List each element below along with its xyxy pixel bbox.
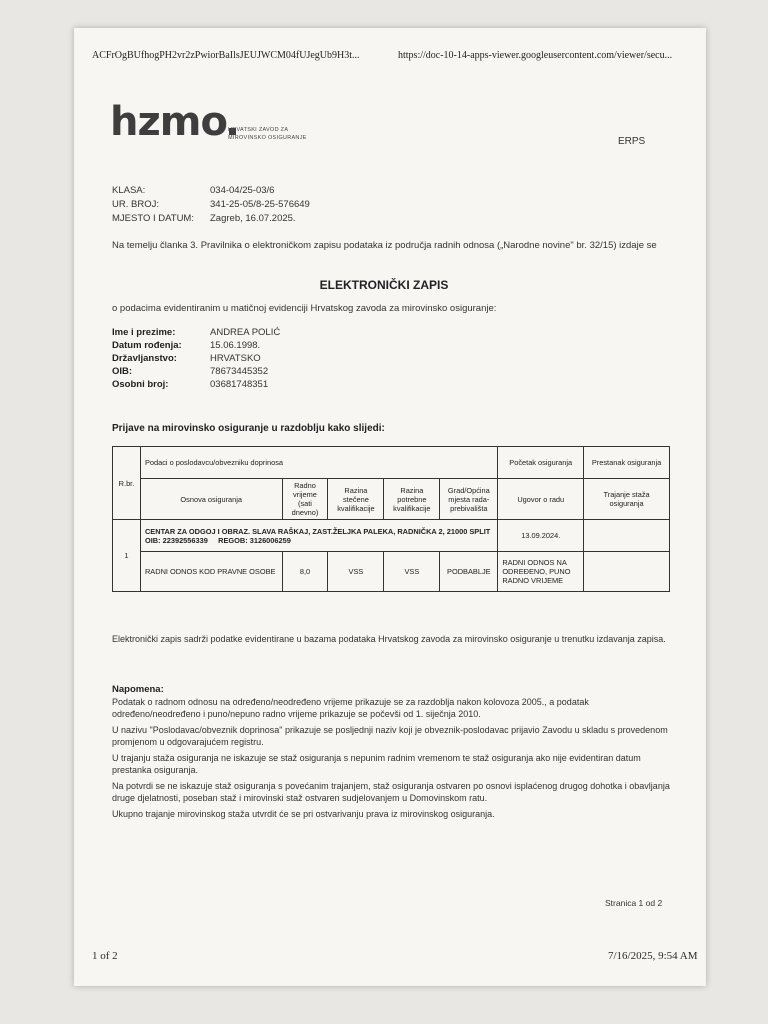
- logo-subtitle: [228, 126, 307, 142]
- header-employer: Podaci o poslodavcu/obvezniku doprinosa: [140, 447, 497, 479]
- row-start: 13.09.2024.: [498, 520, 584, 552]
- row-regob: REGOB: 3126006259: [218, 535, 291, 545]
- header-acquired: Razina stečene kvalifikacije: [328, 479, 384, 520]
- document-title: ELEKTRONIČKI ZAPIS: [319, 278, 449, 292]
- row-hours: 8,0: [282, 552, 328, 592]
- notes-block: [112, 684, 672, 820]
- header-required: Razina potrebne kvalifikacije: [384, 479, 440, 520]
- meta-row-urbroj: [112, 198, 310, 212]
- person-key: Državljanstvo:: [112, 353, 177, 364]
- meta-value: 034-04/25-03/6: [210, 185, 275, 196]
- row-employer-cell: [140, 520, 497, 552]
- person-value: HRVATSKO: [210, 353, 261, 364]
- person-value: ANDREA POLIĆ: [210, 327, 281, 338]
- row-acquired: VSS: [328, 552, 384, 592]
- note-heading: Napomena:: [112, 684, 164, 695]
- meta-row-mjesto: [112, 212, 310, 226]
- header-rbr: R.br.: [113, 447, 141, 520]
- page-number: Stranica 1 od 2: [605, 898, 663, 908]
- note-paragraph: U nazivu "Poslodavac/obveznik doprinosa" prikazuje se posljednji naziv koji je obveznik-poslodavac prijavio Zavodu u skladu s provedenom promjenom u odgovarajućem registru.: [112, 725, 668, 747]
- meta-key: KLASA:: [112, 185, 146, 196]
- header-hours: Radno vrijeme (sati dnevno): [282, 479, 328, 520]
- person-key: Datum rođenja:: [112, 340, 182, 351]
- table-row: [113, 552, 670, 592]
- intro-paragraph: Na temelju članka 3. Pravilnika o elektroničkom zapisu podataka iz područja radnih odnosa („Narodne novine" br. 32/15) izdaje se: [112, 240, 657, 251]
- table-row: [113, 520, 670, 552]
- person-key: Ime i prezime:: [112, 327, 176, 338]
- row-required: VSS: [384, 552, 440, 592]
- person-value: 03681748351: [210, 379, 269, 390]
- person-key: Osobni broj:: [112, 379, 169, 390]
- meta-value: 341-25-05/8-25-576649: [210, 199, 310, 210]
- header-duration: Trajanje staža osiguranja: [584, 479, 670, 520]
- person-row-personal-number: [112, 378, 280, 391]
- document-subtitle: o podacima evidentiranim u matičnoj evidenciji Hrvatskog zavoda za mirovinsko osiguranje:: [112, 303, 497, 314]
- header-city: Grad/Općina mjesta rada-prebivališta: [440, 479, 498, 520]
- header-contract: Ugovor o radu: [498, 479, 584, 520]
- document-meta: [112, 184, 310, 226]
- print-header-doc-id: ACFrOgBUfhogPH2vr2zPwiorBaIlsJEUJWCM04fUJegUb9H3t...: [92, 50, 360, 61]
- row-contract: RADNI ODNOS NA ODREĐENO, PUNO RADNO VRIJEME: [498, 552, 584, 592]
- person-value: 15.06.1998.: [210, 340, 261, 351]
- person-key: OIB:: [112, 366, 133, 377]
- logo-mark: hzmo: [110, 99, 227, 145]
- person-row-oib: [112, 365, 280, 378]
- registration-table: [112, 446, 670, 592]
- logo-line-1: HRVATSKI ZAVOD ZA: [228, 127, 289, 133]
- erps-label: ERPS: [618, 136, 646, 147]
- section-title: Prijave na mirovinsko osiguranje u razdoblju kako slijedi:: [112, 423, 385, 434]
- logo-line-2: MIROVINSKO OSIGURANJE: [228, 135, 307, 141]
- row-duration: [584, 552, 670, 592]
- print-footer-page: 1 of 2: [92, 950, 118, 962]
- row-city: PODBABLJE: [440, 552, 498, 592]
- note-paragraph: Na potvrdi se ne iskazuje staž osiguranja s povećanim trajanjem, staž osiguranja ostvaren po osnovi isplaćenog drugog dohotka i obavljanja druge djelatnosti, poseban staž i mirovinski staž ostvaren sudjelovanjem u Domovinskom ratu.: [112, 781, 670, 803]
- note-paragraph: Podatak o radnom odnosu na određeno/neodređeno vrijeme prikazuje se za razdoblja nakon kolovoza 2005., a podatak određeno/neodređeno i puno/nepuno radno vrijeme prikazuje se počevši od 1. siječnja 2010.: [112, 697, 589, 719]
- person-row-citizenship: [112, 352, 280, 365]
- meta-row-klasa: [112, 184, 310, 198]
- header-basis: Osnova osiguranja: [140, 479, 282, 520]
- print-header-url: https://doc-10-14-apps-viewer.googleusercontent.com/viewer/secu...: [398, 50, 673, 61]
- meta-value: Zagreb, 16.07.2025.: [210, 213, 296, 224]
- info-paragraph: Elektronički zapis sadrži podatke evidentirane u bazama podataka Hrvatskog zavoda za mirovinsko osiguranje u trenutku izdavanja zapisa.: [112, 634, 666, 644]
- hzmo-logo: [110, 99, 307, 145]
- person-details: [112, 326, 280, 391]
- person-row-dob: [112, 339, 280, 352]
- row-employer-ids: [145, 536, 493, 545]
- meta-key: UR. BROJ:: [112, 199, 159, 210]
- person-row-name: [112, 326, 280, 339]
- header-end: Prestanak osiguranja: [584, 447, 670, 479]
- header-start: Početak osiguranja: [498, 447, 584, 479]
- row-employer: CENTAR ZA ODGOJ I OBRAZ. SLAVA RAŠKAJ, ZAST.ŽELJKA PALEKA, RADNIČKA 2, 21000 SPLIT: [144, 526, 491, 536]
- row-oib: OIB: 22392556339: [144, 535, 208, 545]
- meta-key: MJESTO I DATUM:: [112, 213, 194, 224]
- note-paragraph: U trajanju staža osiguranja ne iskazuje se staž osiguranja s nepunim radnim vremenom te staž osiguranja ako nije evidentiran datum prestanka osiguranja.: [112, 753, 641, 775]
- person-value: 78673445352: [210, 366, 269, 377]
- row-end: [584, 520, 670, 552]
- row-rbr: 1: [113, 520, 141, 592]
- print-footer-timestamp: 7/16/2025, 9:54 AM: [608, 950, 698, 962]
- note-paragraph: Ukupno trajanje mirovinskog staža utvrdit će se pri ostvarivanju prava iz mirovinskog osiguranja.: [112, 809, 495, 819]
- row-basis: RADNI ODNOS KOD PRAVNE OSOBE: [140, 552, 282, 592]
